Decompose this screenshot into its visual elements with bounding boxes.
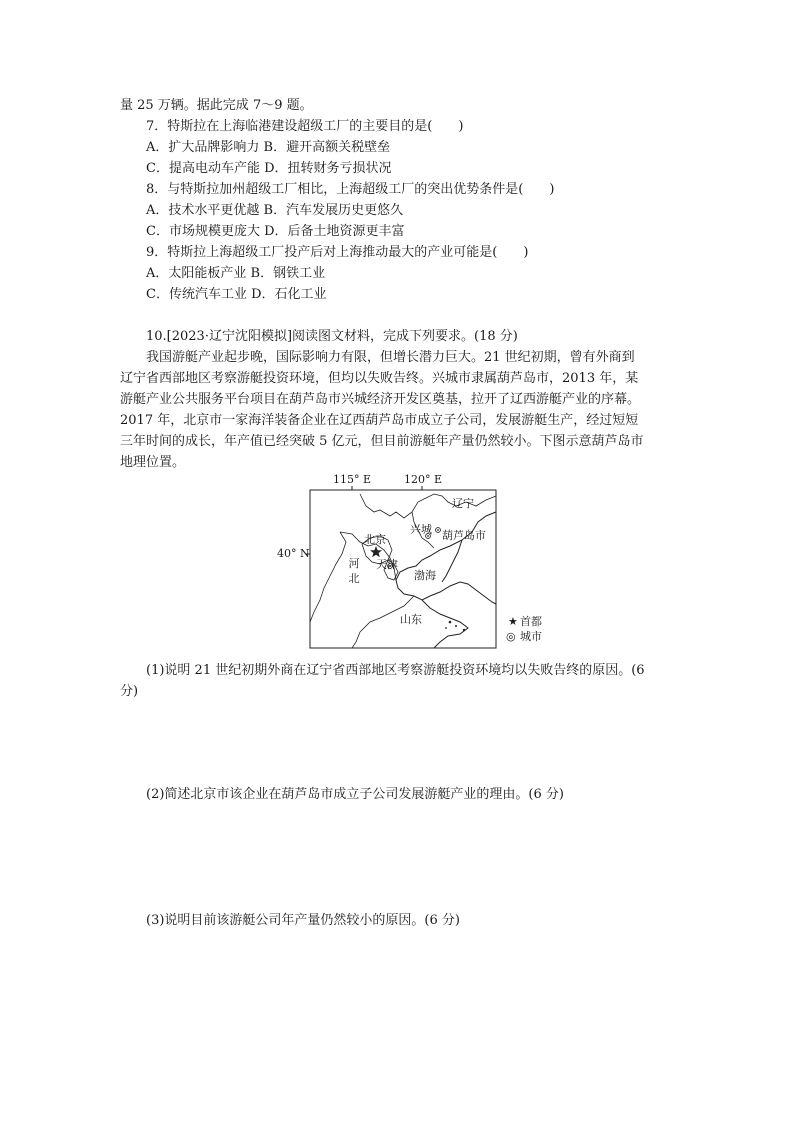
legend-capital-symbol: ★ — [508, 615, 518, 628]
map-label-bohai: 渤海 — [414, 569, 436, 582]
passage-line: 辽宁省西部地区考察游艇投资环境，但均以失败告终。兴城市隶属葫芦岛市，2013 年，某 — [120, 371, 639, 386]
map-label-liaoning: 辽宁 — [452, 497, 474, 510]
intro-tail: 量 25 万辆。据此完成 7～9 题。 — [120, 98, 313, 113]
map-label-huludao: 葫芦岛市 — [442, 529, 486, 542]
map-label-shandong: 山东 — [400, 613, 422, 626]
subquestion-1: (1)说明 21 世纪初期外商在辽宁省西部地区考察游艇投资环境均以失败告终的原因。(6 — [146, 663, 645, 678]
question-7-stem: 7．特斯拉在上海临港建设超级工厂的主要目的是( ) — [146, 119, 464, 134]
legend-capital-label: 首都 — [520, 615, 542, 628]
subquestion-1-cont: 分) — [120, 684, 139, 699]
question-9-option-cd: C．传统汽车工业 D．石化工业 — [146, 287, 327, 302]
map-lon-115: 115° E — [333, 473, 372, 486]
map-label-beijing: 北京 — [364, 533, 386, 546]
question-9-stem: 9．特斯拉上海超级工厂投产后对上海推动最大的产业可能是( ) — [146, 245, 529, 260]
map-label-xingcheng: 兴城 — [410, 523, 432, 536]
question-7-option-ab: A．扩大品牌影响力 B．避开高额关税壁垒 — [146, 140, 391, 155]
map-label-hebei: 河北 — [348, 557, 360, 585]
question-9-option-ab: A．太阳能板产业 B．钢铁工业 — [146, 266, 326, 281]
map-lon-120: 120° E — [404, 473, 443, 486]
legend-city-symbol: ◎ — [506, 630, 516, 643]
passage-line: 2017 年，北京市一家海洋装备企业在辽西葫芦岛市成立子公司，发展游艇生产，经过短短 — [120, 413, 639, 428]
subquestion-3: (3)说明目前该游艇公司年产量仍然较小的原因。(6 分) — [146, 913, 460, 928]
passage-line: 三年时间的成长，年产值已经突破 5 亿元，但目前游艇年产量仍然较小。下图示意葫芦岛市 — [120, 434, 644, 449]
question-7-option-cd: C．提高电动车产能 D．扭转财务亏损状况 — [146, 161, 392, 176]
map-lat-40: 40° N — [277, 547, 310, 560]
passage-line: 地理位置。 — [120, 455, 186, 470]
question-8-option-ab: A．技术水平更优越 B．汽车发展历史更悠久 — [146, 203, 404, 218]
question-8-option-cd: C．市场规模更庞大 D．后备土地资源更丰富 — [146, 224, 405, 239]
passage-line: 我国游艇产业起步晚，国际影响力有限，但增长潜力巨大。21 世纪初期，曾有外商到 — [146, 350, 635, 365]
map-label-tianjin: 天津 — [376, 558, 398, 571]
subquestion-2: (2)简述北京市该企业在葫芦岛市成立子公司发展游艇产业的理由。(6 分) — [146, 787, 564, 802]
question-10-header: 10.[2023·辽宁沈阳模拟]阅读图文材料，完成下列要求。(18 分) — [146, 329, 518, 344]
legend-city-label: 城市 — [520, 630, 542, 643]
passage-line: 游艇产业公共服务平台项目在葫芦岛市兴城经济开发区奠基，拉开了辽西游艇产业的序幕。 — [120, 392, 641, 407]
question-8-stem: 8．与特斯拉加州超级工厂相比，上海超级工厂的突出优势条件是( ) — [146, 182, 555, 197]
huludao-location-map — [277, 472, 560, 650]
